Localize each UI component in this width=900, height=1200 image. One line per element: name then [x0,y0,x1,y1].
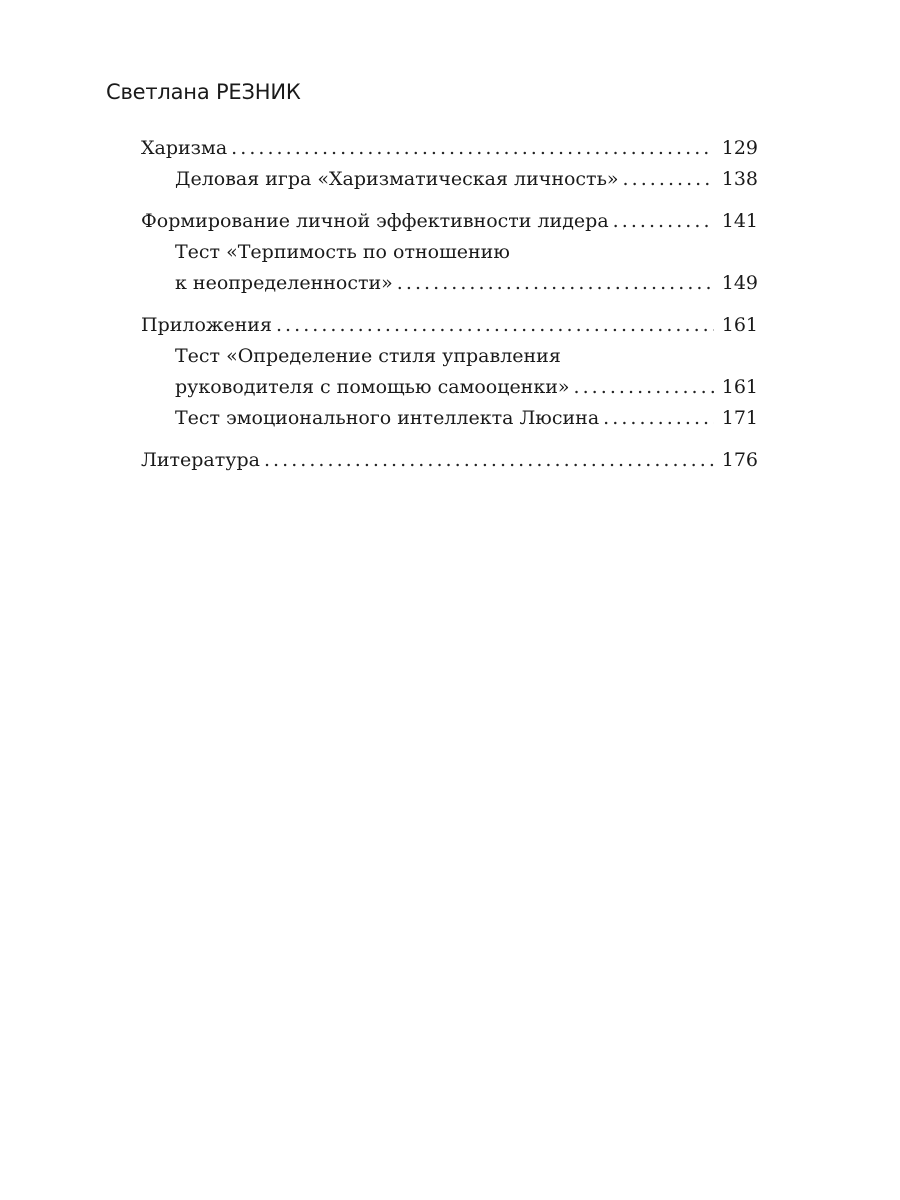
toc-entry-page: 129 [721,137,758,159]
toc-entry-literature[interactable] [141,445,758,476]
dot-leader [264,445,714,476]
toc-entry-page: 138 [721,168,758,190]
dot-leader [574,372,714,403]
toc-entry-page: 171 [721,407,758,429]
running-head: Светлана РЕЗНИК [106,80,301,104]
toc-entry-emotional-intelligence-test[interactable] [141,403,758,434]
toc-group-charisma [141,133,758,195]
toc-entry-page: 176 [721,449,758,471]
toc-entry-title: Деловая игра «Харизматическая личность» [175,168,619,190]
toc-entry-title: Тест эмоционального интеллекта Люсина [175,407,600,429]
dot-leader [603,403,714,434]
toc-entry-tolerance-test-line1[interactable] [141,237,758,268]
toc-entry-title: Формирование личной эффективности лидера [141,210,609,232]
dot-leader [613,206,714,237]
toc-group-appendices [141,310,758,434]
dot-leader [397,268,714,299]
toc-entry-page: 141 [721,210,758,232]
dot-leader [231,133,714,164]
toc-entry-title-continued: к неопределенности» [175,272,393,294]
dot-leader [276,310,714,341]
toc-entry-title: Приложения [141,314,272,336]
toc-entry-tolerance-test-line2[interactable] [141,268,758,299]
toc-entry-title: Литература [141,449,260,471]
toc-entry-page: 161 [721,314,758,336]
toc-entry-business-game[interactable] [141,164,758,195]
toc-entry-title-continued: руководителя с помощью самооценки» [175,376,570,398]
dot-leader [623,164,714,195]
toc-entry-appendices[interactable] [141,310,758,341]
toc-entry-title: Тест «Определение стиля управления [175,345,561,367]
toc-entry-leader-effectiveness[interactable] [141,206,758,237]
toc-entry-management-style-test-line1[interactable] [141,341,758,372]
toc-group-leader-effectiveness [141,206,758,299]
toc-entry-page: 149 [721,272,758,294]
toc-entry-management-style-test-line2[interactable] [141,372,758,403]
toc-entry-charisma[interactable] [141,133,758,164]
toc-entry-title: Харизма [141,137,228,159]
toc-entry-page: 161 [721,376,758,398]
toc-entry-title: Тест «Терпимость по отношению [175,241,510,263]
toc-group-literature [141,445,758,476]
table-of-contents [141,133,758,476]
